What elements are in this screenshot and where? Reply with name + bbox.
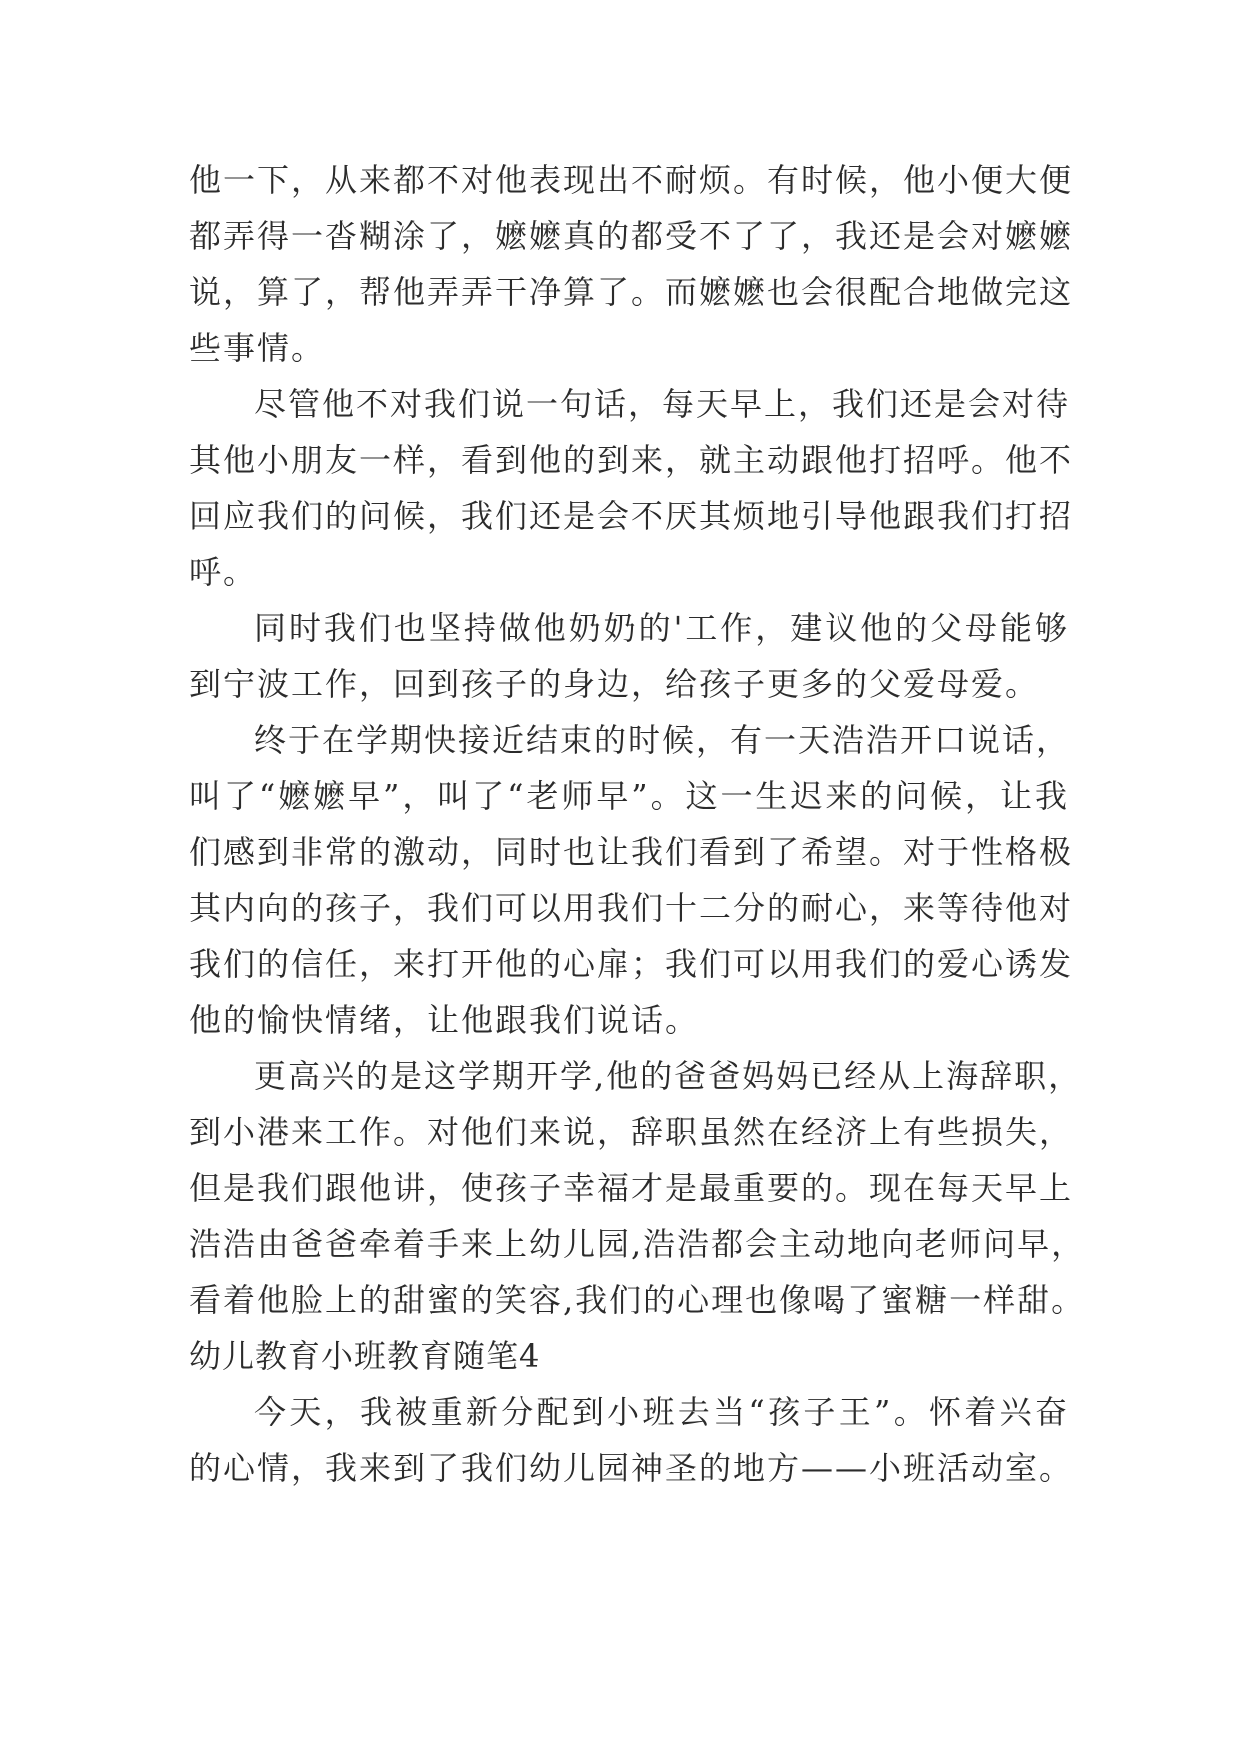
paragraph-first-line: 尽管他不对我们说一句话，每天早上，我们还是会对待 bbox=[254, 385, 1071, 423]
paragraph-first-line: 同时我们也坚持做他奶奶的'工作，建议他的父母能够 bbox=[254, 609, 1069, 647]
text-line: 都弄得一沓糊涂了，嬷嬷真的都受不了了，我还是会对嬷嬷 bbox=[189, 217, 1074, 255]
text-line: 到小港来工作。对他们来说，辞职虽然在经济上有些损失， bbox=[189, 1113, 1074, 1151]
text-line: 其内向的孩子，我们可以用我们十二分的耐心，来等待他对 bbox=[189, 889, 1074, 927]
paragraph-first-line: 今天，我被重新分配到小班去当“孩子王”。怀着兴奋 bbox=[254, 1393, 1069, 1431]
text-line: 我们的信任，来打开他的心扉；我们可以用我们的爱心诱发 bbox=[189, 945, 1074, 983]
text-line: 但是我们跟他讲，使孩子幸福才是最重要的。现在每天早上 bbox=[189, 1169, 1074, 1207]
text-line: 呼。 bbox=[189, 553, 258, 591]
text-line: 叫了“嬷嬷早”，叫了“老师早”。这一生迟来的问候，让我 bbox=[189, 777, 1069, 815]
text-line: 其他小朋友一样，看到他的到来，就主动跟他打招呼。他不 bbox=[189, 441, 1074, 479]
text-line: 他一下，从来都不对他表现出不耐烦。有时候，他小便大便 bbox=[189, 161, 1074, 199]
text-line: 们感到非常的激动，同时也让我们看到了希望。对于性格极 bbox=[189, 833, 1074, 871]
text-line: 看着他脸上的甜蜜的笑容,我们的心理也像喝了蜜糖一样甜。 bbox=[189, 1281, 1086, 1319]
text-line: 浩浩由爸爸牵着手来上幼儿园,浩浩都会主动地向老师问早， bbox=[189, 1225, 1086, 1263]
text-line: 他的愉快情绪，让他跟我们说话。 bbox=[189, 1001, 700, 1039]
text-line: 些事情。 bbox=[189, 329, 326, 367]
text-line: 到宁波工作，回到孩子的身边，给孩子更多的父爱母爱。 bbox=[189, 665, 1040, 703]
paragraph-first-line: 终于在学期快接近结束的时候，有一天浩浩开口说话， bbox=[254, 721, 1071, 759]
paragraph-first-line: 更高兴的是这学期开学,他的爸爸妈妈已经从上海辞职， bbox=[254, 1057, 1083, 1095]
text-line: 回应我们的问候，我们还是会不厌其烦地引导他跟我们打招 bbox=[189, 497, 1074, 535]
section-heading: 幼儿教育小班教育随笔4 bbox=[189, 1337, 541, 1375]
text-line: 说，算了，帮他弄弄干净算了。而嬷嬷也会很配合地做完这 bbox=[189, 273, 1074, 311]
text-line: 的心情，我来到了我们幼儿园神圣的地方——小班活动室。 bbox=[189, 1449, 1074, 1487]
